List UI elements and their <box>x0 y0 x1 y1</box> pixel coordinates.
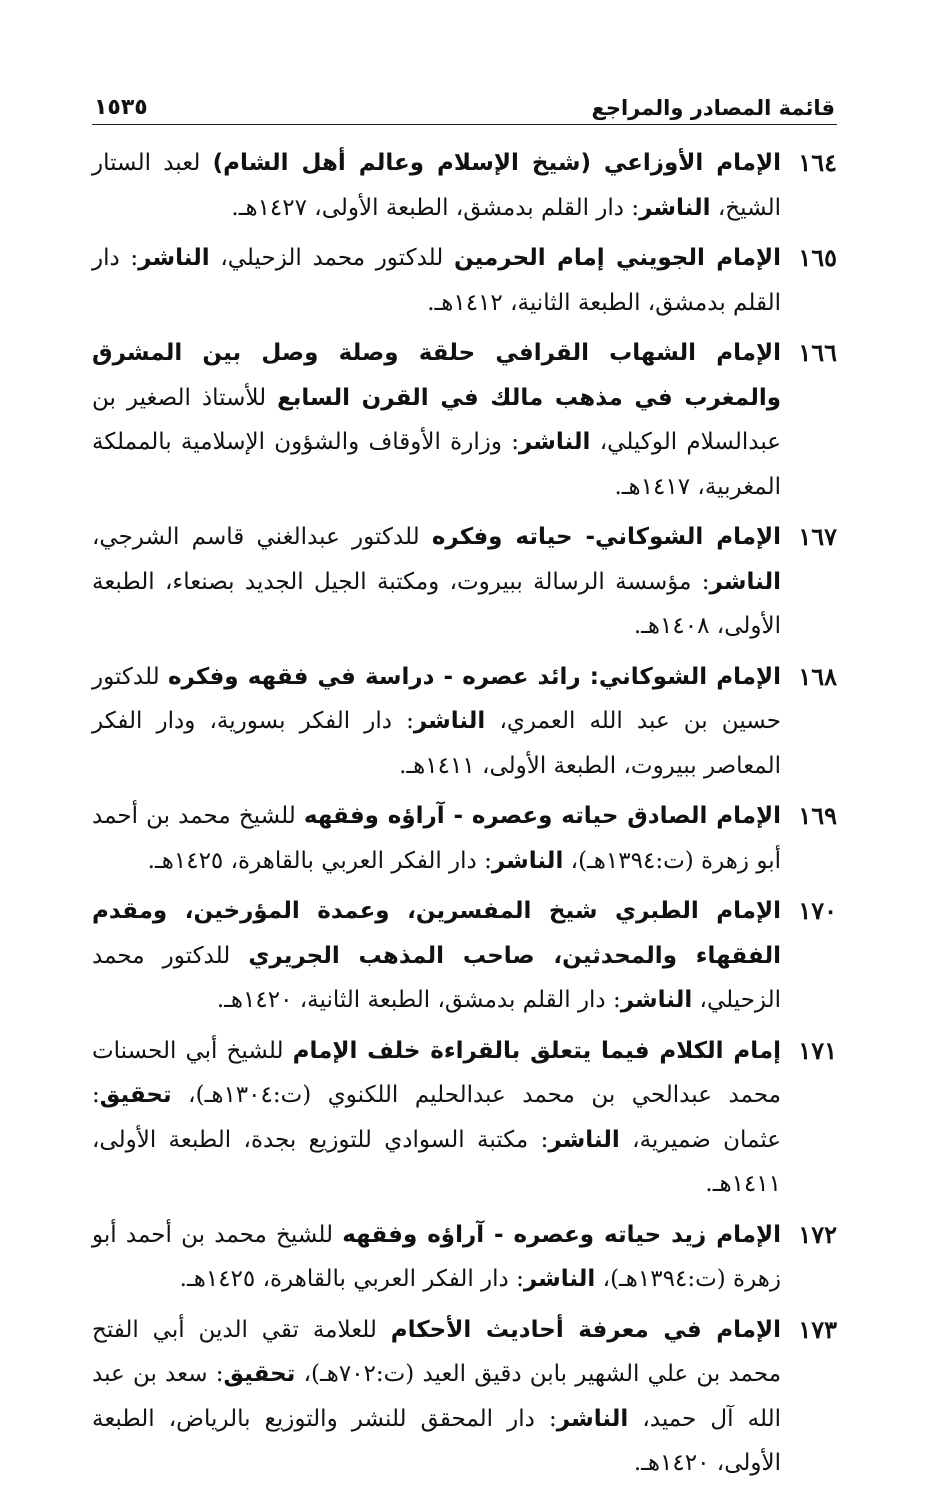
entry-author: للعلامة تقي الدين أبي الفتح محمد بن علي الشهير بابن دقيق العيد (ت:٧٠٢هـ)، <box>92 1316 782 1387</box>
bibliography-entry <box>92 1213 837 1302</box>
entry-text <box>92 331 781 509</box>
entry-title: الإمام الشوكاني- حياته وفكره <box>431 524 781 550</box>
page <box>92 95 837 1492</box>
entry-title: الإمام زيد حياته وعصره - آراؤه وفقهه <box>342 1221 781 1248</box>
entry-publisher: : دار القلم بدمشق، الطبعة الأولى، ١٤٢٧هـ. <box>231 194 640 221</box>
bibliography-entry <box>92 1308 837 1486</box>
entry-title: الإمام الصادق حياته وعصره - آراؤه وفقهه <box>303 803 781 829</box>
entry-text <box>92 655 781 789</box>
entry-title: الإمام الشوكاني: رائد عصره - دراسة في فقهه وفكره <box>167 663 781 690</box>
running-header <box>92 95 837 125</box>
entry-publisher: : مؤسسة الرسالة ببيروت، ومكتبة الجيل الجديد بصنعاء، الطبعة الأولى، ١٤٠٨هـ. <box>92 568 781 639</box>
entry-author: للدكتور حسين بن عبد الله العمري، <box>92 663 781 734</box>
entry-number: ١٦٥ <box>798 243 837 272</box>
entry-text <box>92 236 781 325</box>
entry-author: للدكتور محمد الزحيلي، <box>209 245 454 271</box>
page-number: ١٥٣٥ <box>94 95 148 120</box>
entry-text <box>92 1029 781 1207</box>
entry-author: للشيخ أبي الحسنات محمد عبدالحي بن محمد عبدالحليم اللكنوي (ت:١٣٠٤هـ)، <box>92 1037 781 1108</box>
entry-author: للدكتور عبدالغني قاسم الشرجي، <box>92 524 432 550</box>
entry-publisher: : دار القلم بدمشق، الطبعة الثانية، ١٤١٢هـ. <box>92 245 781 316</box>
entry-editor: : عثمان ضميرية، <box>92 1082 781 1153</box>
entry-author: للشيخ محمد بن أحمد أبو زهرة (ت:١٣٩٤هـ)، <box>92 803 781 874</box>
entry-number: ١٧٠ <box>798 896 837 925</box>
entry-number: ١٦٩ <box>798 801 837 830</box>
editor-label: تحقيق <box>99 1082 172 1108</box>
entry-editor: : سعد بن عبد الله آل حميد، <box>92 1361 781 1432</box>
entry-number: ١٦٨ <box>798 661 837 691</box>
entry-publisher: : دار الفكر العربي بالقاهرة، ١٤٢٥هـ. <box>147 847 492 874</box>
publisher-label: الناشر <box>523 1266 596 1292</box>
entry-author: للشيخ محمد بن أحمد أبو زهرة (ت:١٣٩٤هـ)، <box>92 1221 781 1292</box>
entry-number: ١٧١ <box>798 1035 837 1065</box>
entry-title: الإمام الأوزاعي (شيخ الإسلام وعالم أهل الشام) <box>212 150 781 176</box>
publisher-label: الناشر <box>138 245 210 271</box>
header-title: قائمة المصادر والمراجع <box>591 96 835 120</box>
entry-number: ١٧٣ <box>798 1314 837 1344</box>
entry-text <box>92 515 781 649</box>
bibliography-list <box>92 141 837 1486</box>
entry-text <box>92 1213 781 1302</box>
entry-number: ١٦٤ <box>798 148 837 177</box>
entry-publisher: : دار الفكر العربي بالقاهرة، ١٤٢٥هـ. <box>179 1266 524 1292</box>
publisher-label: الناشر <box>548 1126 620 1153</box>
bibliography-entry <box>92 655 837 789</box>
bibliography-entry <box>92 889 837 1023</box>
entry-text <box>92 1308 781 1486</box>
entry-number: ١٦٧ <box>798 522 837 551</box>
publisher-label: الناشر <box>556 1405 629 1432</box>
publisher-label: الناشر <box>639 194 711 221</box>
publisher-label: الناشر <box>413 708 486 734</box>
entry-title: الإمام الشهاب القرافي حلقة وصلة وصل بين المشرق والمغرب في مذهب مالك في القرن السابع <box>92 340 782 411</box>
publisher-label: الناشر <box>709 568 781 595</box>
entry-publisher: : دار القلم بدمشق، الطبعة الثانية، ١٤٢٠هـ. <box>216 987 621 1013</box>
entry-title: إمام الكلام فيما يتعلق بالقراءة خلف الإمام <box>292 1037 781 1064</box>
publisher-label: الناشر <box>518 429 591 455</box>
bibliography-entry <box>92 1029 837 1207</box>
entry-author: للأستاذ الصغير بن عبدالسلام الوكيلي، <box>92 384 781 455</box>
entry-text <box>92 794 781 883</box>
publisher-label: الناشر <box>491 847 564 874</box>
entry-author: لعبد الستار الشيخ، <box>92 150 781 221</box>
editor-label: تحقيق <box>223 1361 296 1387</box>
entry-number: ١٦٦ <box>798 338 837 367</box>
bibliography-entry <box>92 236 837 325</box>
entry-publisher: : دار المحقق للنشر والتوزيع بالرياض، الطبعة الأولى، ١٤٢٠هـ. <box>92 1405 781 1476</box>
bibliography-entry <box>92 515 837 649</box>
entry-title: الإمام الطبري شيخ المفسرين، وعمدة المؤرخين، ومقدم الفقهاء والمحدثين، صاحب المذهب الجريري <box>92 898 781 969</box>
entry-text <box>92 889 781 1023</box>
entry-title: الإمام في معرفة أحاديث الأحكام <box>390 1316 781 1343</box>
entry-author: للدكتور محمد الزحيلي، <box>92 942 781 1013</box>
bibliography-entry <box>92 794 837 883</box>
bibliography-entry <box>92 331 837 509</box>
bibliography-entry <box>92 141 837 230</box>
entry-publisher: : مكتبة السوادي للتوزيع بجدة، الطبعة الأولى، ١٤١١هـ. <box>92 1126 781 1197</box>
entry-text <box>92 141 781 230</box>
entry-title: الإمام الجويني إمام الحرمين <box>453 245 781 271</box>
entry-number: ١٧٢ <box>798 1219 837 1249</box>
publisher-label: الناشر <box>620 987 693 1013</box>
entry-publisher: : دار الفكر بسورية، ودار الفكر المعاصر ببيروت، الطبعة الأولى، ١٤١١هـ. <box>92 708 781 779</box>
entry-publisher: : وزارة الأوقاف والشؤون الإسلامية بالمملكة المغربية، ١٤١٧هـ. <box>92 429 781 500</box>
